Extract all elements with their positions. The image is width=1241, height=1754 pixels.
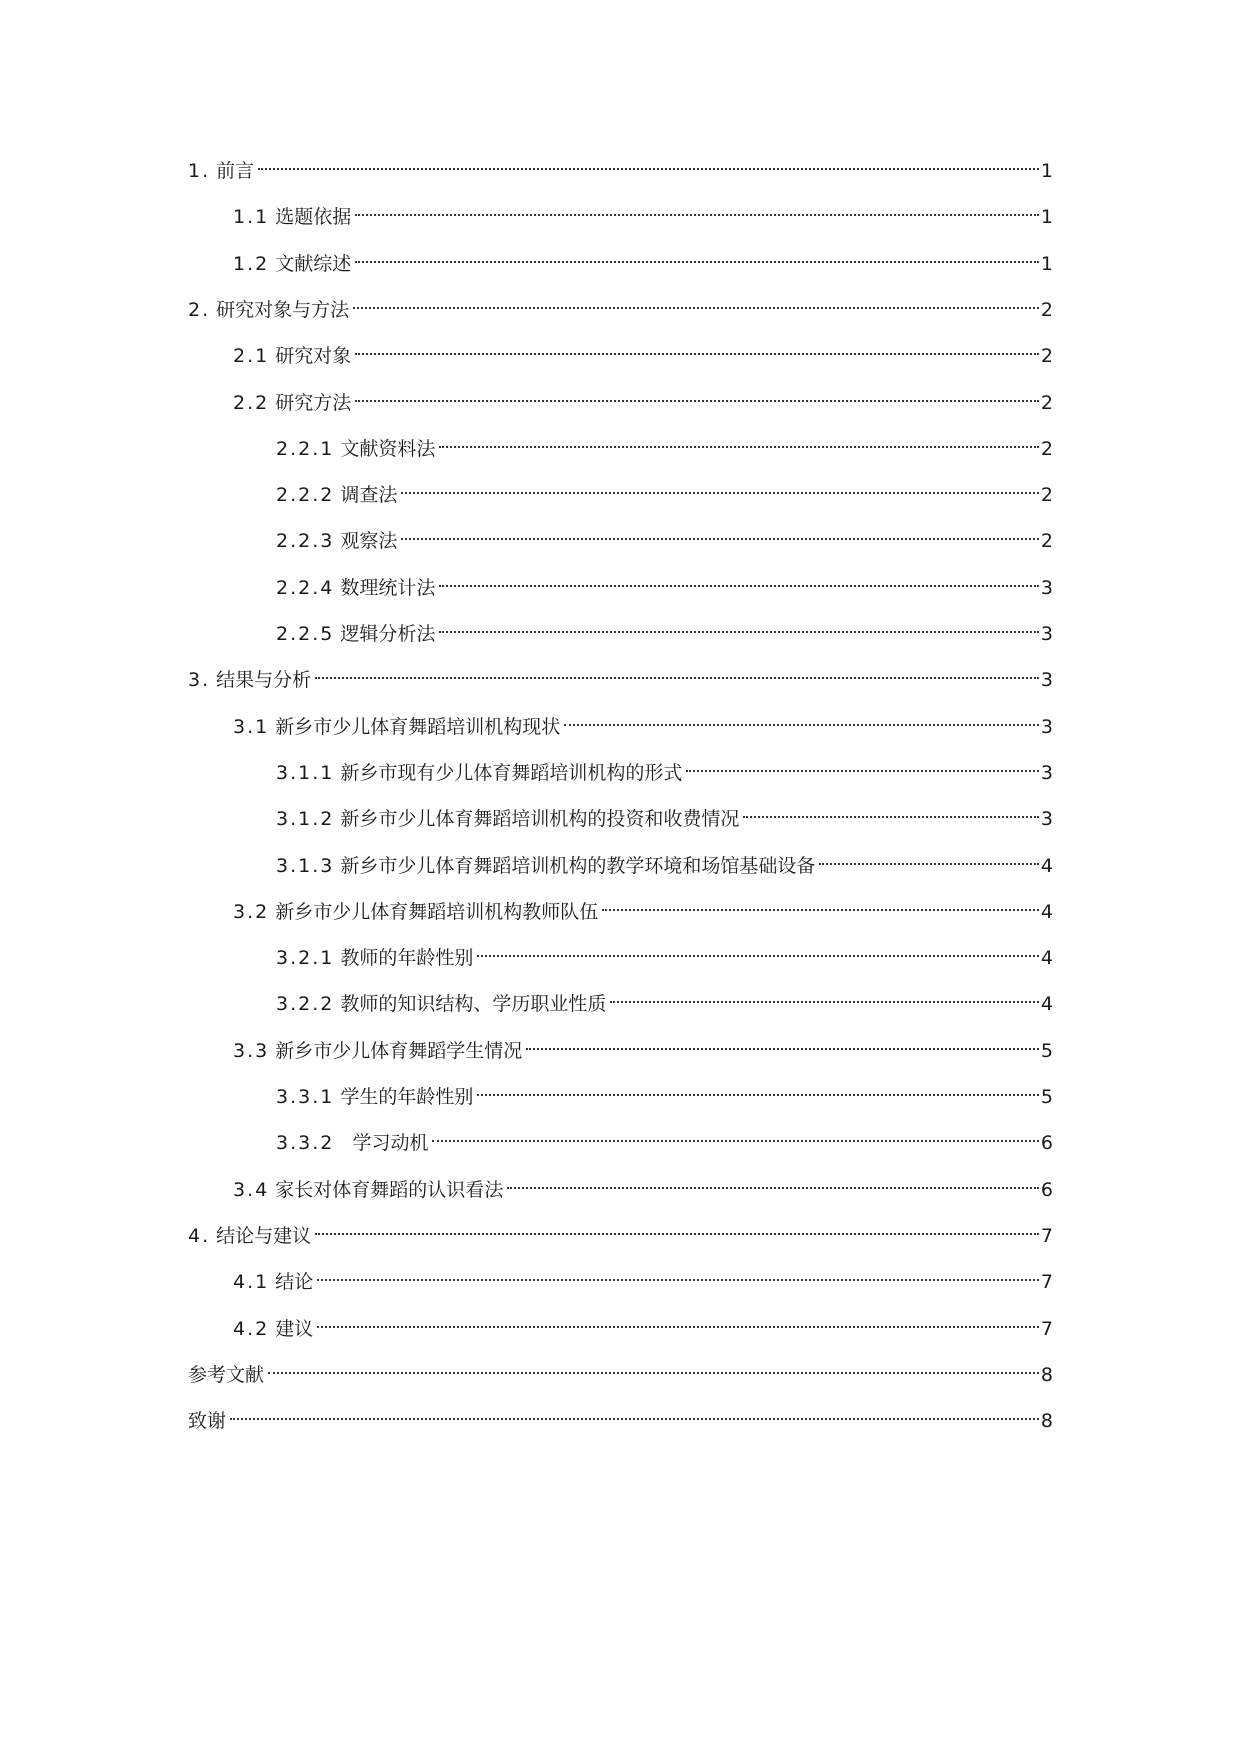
toc-dot-leader (564, 703, 1039, 733)
toc-entry[interactable] (276, 1073, 1053, 1108)
toc-entry-title: 结论与建议 (216, 1225, 312, 1247)
toc-entry-number: 4.1 (233, 1271, 270, 1293)
toc-entry-page-number: 4 (1040, 901, 1053, 923)
toc-entry-number: 3.1 (233, 716, 270, 738)
toc-entry-page-number: 2 (1040, 299, 1053, 321)
toc-entry-number: 3.1.2 (276, 808, 335, 830)
toc-entry[interactable] (188, 286, 1053, 321)
toc-entry-number: 2.2.2 (276, 484, 335, 506)
toc-dot-leader (355, 332, 1039, 362)
toc-entry-title: 新乡市少儿体育舞蹈培训机构的教学环境和场馆基础设备 (340, 855, 816, 877)
toc-entry[interactable] (233, 888, 1053, 923)
toc-dot-leader (602, 888, 1039, 918)
toc-entry-title: 新乡市少儿体育舞蹈学生情况 (275, 1040, 523, 1062)
toc-entry-page-number: 4 (1040, 855, 1053, 877)
toc-dot-leader (401, 517, 1039, 547)
toc-dot-leader (439, 425, 1039, 455)
toc-entry[interactable] (276, 795, 1053, 830)
toc-entry-number: 3.2 (233, 901, 270, 923)
toc-entry-number: 3.4 (233, 1179, 270, 1201)
toc-dot-leader (526, 1027, 1039, 1057)
toc-entry-number: 3.3.1 (276, 1086, 335, 1108)
toc-entry-title: 文献资料法 (340, 438, 436, 460)
toc-entry[interactable] (233, 193, 1053, 228)
toc-entry-number: 3.3 (233, 1040, 270, 1062)
toc-dot-leader (477, 1073, 1039, 1103)
toc-entry-page-number: 2 (1040, 530, 1053, 552)
toc-dot-leader (258, 147, 1039, 177)
toc-entry-page-number: 7 (1040, 1225, 1053, 1247)
toc-entry[interactable] (276, 564, 1053, 599)
toc-dot-leader (743, 795, 1039, 825)
toc-entry[interactable] (276, 1119, 1053, 1154)
toc-entry-number: 3. (188, 669, 211, 691)
toc-entry-number: 2.2.4 (276, 577, 335, 599)
toc-entry[interactable] (233, 1305, 1053, 1340)
toc-dot-leader (355, 240, 1039, 270)
toc-dot-leader (315, 656, 1039, 686)
toc-entry-title: 学生的年龄性别 (340, 1086, 474, 1108)
toc-entry-number: 4.2 (233, 1318, 270, 1340)
toc-entry[interactable] (188, 1351, 1053, 1386)
toc-entry[interactable] (276, 980, 1053, 1015)
toc-entry-page-number: 2 (1040, 345, 1053, 367)
toc-entry-number: 2.1 (233, 345, 270, 367)
toc-entry-title: 研究对象与方法 (216, 299, 350, 321)
toc-entry-title: 教师的知识结构、学历职业性质 (340, 993, 607, 1015)
toc-entry-number: 3.1.1 (276, 762, 335, 784)
toc-entry-number: 3.3.2 (276, 1132, 335, 1154)
toc-entry-page-number: 7 (1040, 1271, 1053, 1293)
toc-dot-leader (686, 749, 1039, 779)
toc-entry-title: 新乡市少儿体育舞蹈培训机构教师队伍 (275, 901, 599, 923)
toc-entry-title: 参考文献 (188, 1364, 265, 1386)
toc-entry-title: 结果与分析 (216, 669, 312, 691)
toc-dot-leader (353, 286, 1039, 316)
toc-dot-leader (355, 379, 1039, 409)
toc-entry-page-number: 6 (1040, 1132, 1053, 1154)
toc-entry-number: 2.2.5 (276, 623, 335, 645)
toc-dot-leader (439, 610, 1039, 640)
toc-entry-title: 观察法 (340, 530, 398, 552)
toc-dot-leader (432, 1119, 1038, 1149)
toc-entry-title: 新乡市少儿体育舞蹈培训机构现状 (275, 716, 561, 738)
toc-dot-leader (819, 842, 1039, 872)
toc-dot-leader (401, 471, 1039, 501)
toc-entry-number: 1. (188, 160, 211, 182)
toc-entry[interactable] (233, 703, 1053, 738)
toc-entry[interactable] (233, 379, 1053, 414)
toc-entry-number: 4. (188, 1225, 211, 1247)
toc-entry-number: 1.1 (233, 206, 270, 228)
toc-entry-title: 逻辑分析法 (340, 623, 436, 645)
toc-entry-page-number: 8 (1040, 1410, 1053, 1432)
toc-entry-title: 研究对象 (275, 345, 352, 367)
toc-entry-title: 选题依据 (275, 206, 352, 228)
toc-entry-page-number: 6 (1040, 1179, 1053, 1201)
toc-entry[interactable] (276, 425, 1053, 460)
toc-entry-page-number: 1 (1040, 253, 1053, 275)
toc-entry[interactable] (276, 471, 1053, 506)
toc-entry-page-number: 4 (1040, 993, 1053, 1015)
toc-entry-number: 2.2.3 (276, 530, 335, 552)
toc-entry-title: 家长对体育舞蹈的认识看法 (275, 1179, 504, 1201)
toc-entry[interactable] (188, 147, 1053, 182)
toc-entry[interactable] (276, 610, 1053, 645)
toc-entry-page-number: 7 (1040, 1318, 1053, 1340)
toc-entry[interactable] (276, 749, 1053, 784)
toc-entry-title: 研究方法 (275, 392, 352, 414)
toc-entry[interactable] (276, 842, 1053, 877)
toc-entry[interactable] (188, 656, 1053, 691)
toc-entry-title: 教师的年龄性别 (340, 947, 474, 969)
toc-entry-number: 3.2.2 (276, 993, 335, 1015)
toc-dot-leader (230, 1397, 1039, 1427)
toc-dot-leader (317, 1305, 1039, 1335)
toc-entry-number: 3.2.1 (276, 947, 335, 969)
toc-dot-leader (268, 1351, 1039, 1381)
toc-dot-leader (507, 1166, 1039, 1196)
toc-entry[interactable] (233, 332, 1053, 367)
toc-entry-page-number: 5 (1040, 1040, 1053, 1062)
toc-entry-page-number: 3 (1040, 716, 1053, 738)
toc-dot-leader (610, 980, 1039, 1010)
toc-entry-page-number: 2 (1040, 438, 1053, 460)
toc-entry-page-number: 3 (1040, 762, 1053, 784)
toc-entry-page-number: 3 (1040, 623, 1053, 645)
toc-entry[interactable] (188, 1212, 1053, 1247)
toc-entry-page-number: 2 (1040, 484, 1053, 506)
toc-entry-page-number: 1 (1040, 160, 1053, 182)
toc-entry-number: 2.2 (233, 392, 270, 414)
toc-entry-title: 新乡市少儿体育舞蹈培训机构的投资和收费情况 (340, 808, 740, 830)
toc-entry-number: 1.2 (233, 253, 270, 275)
toc-entry[interactable] (233, 1258, 1053, 1293)
toc-entry-title: 数理统计法 (340, 577, 436, 599)
toc-entry-page-number: 3 (1040, 577, 1053, 599)
toc-entry[interactable] (188, 1397, 1053, 1432)
toc-entry-title: 结论 (275, 1271, 314, 1293)
toc-dot-leader (439, 564, 1039, 594)
toc-entry-number: 2. (188, 299, 211, 321)
toc-entry[interactable] (276, 934, 1053, 969)
toc-dot-leader (355, 193, 1039, 223)
toc-entry-title: 调查法 (340, 484, 398, 506)
toc-entry[interactable] (233, 240, 1053, 275)
toc-entry-title: 学习动机 (340, 1132, 429, 1154)
toc-entry-page-number: 4 (1040, 947, 1053, 969)
toc-entry-page-number: 3 (1040, 669, 1053, 691)
toc-entry[interactable] (233, 1027, 1053, 1062)
toc-entry-title: 新乡市现有少儿体育舞蹈培训机构的形式 (340, 762, 683, 784)
toc-dot-leader (317, 1258, 1039, 1288)
toc-entry[interactable] (276, 517, 1053, 552)
toc-entry-number: 3.1.3 (276, 855, 335, 877)
toc-entry-page-number: 5 (1040, 1086, 1053, 1108)
toc-entry-number: 2.2.1 (276, 438, 335, 460)
toc-dot-leader (315, 1212, 1039, 1242)
toc-entry[interactable] (233, 1166, 1053, 1201)
toc-entry-page-number: 2 (1040, 392, 1053, 414)
toc-entry-page-number: 3 (1040, 808, 1053, 830)
toc-entry-title: 文献综述 (275, 253, 352, 275)
toc-entry-page-number: 1 (1040, 206, 1053, 228)
toc-entry-title: 建议 (275, 1318, 314, 1340)
toc-entry-title: 致谢 (188, 1410, 227, 1432)
toc-dot-leader (477, 934, 1039, 964)
toc-entry-page-number: 8 (1040, 1364, 1053, 1386)
toc-entry-title: 前言 (216, 160, 255, 182)
